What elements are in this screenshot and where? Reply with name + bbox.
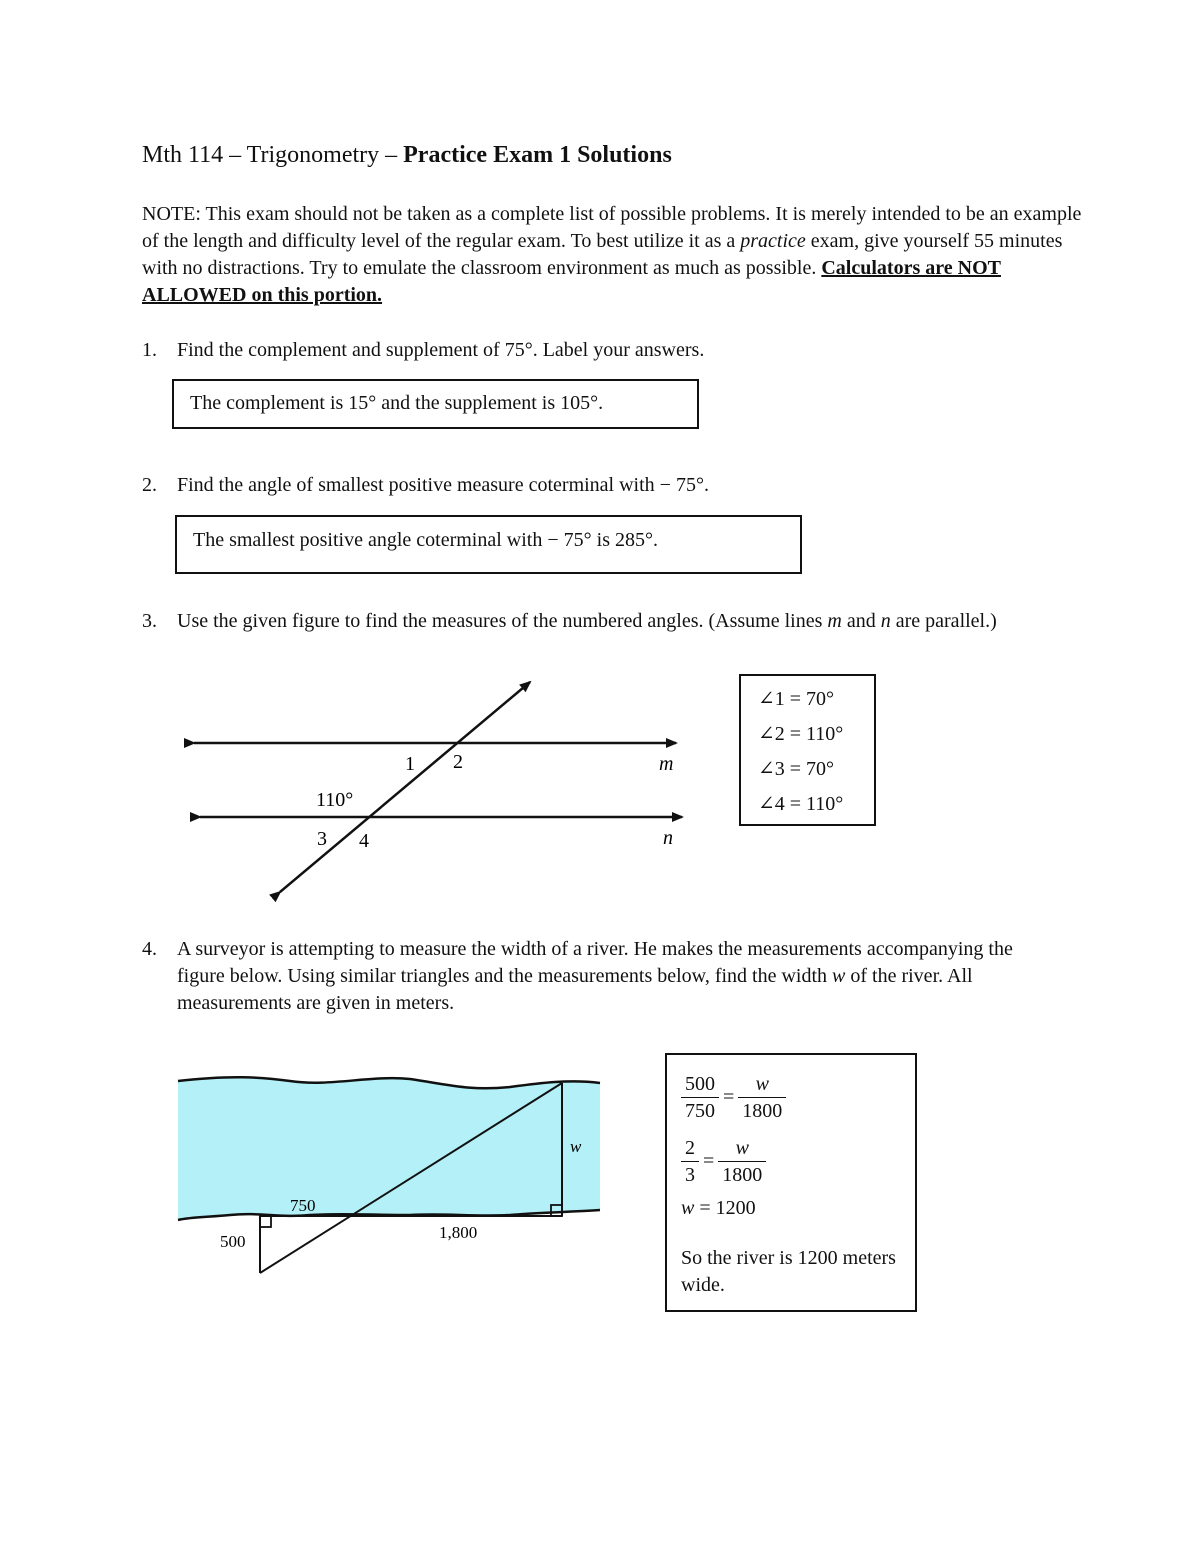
note-paragraph [142, 201, 1082, 309]
result-variable: w [681, 1197, 695, 1219]
note-text-a: NOTE: This exam should not be taken as a complete list of possible problems. It is merely intended to be an example of the length and difficulty level of the regular exam. To best utilize it as a [142, 203, 1082, 252]
q3-line-n: n [880, 610, 891, 632]
q2-number: 2. [142, 474, 157, 496]
q4-proportion-2 [681, 1129, 915, 1193]
q1-answer: The complement is 15° and the supplement is 105°. [190, 392, 604, 414]
right-angle-marker-left [260, 1216, 271, 1227]
fraction-denominator: 750 [685, 1099, 715, 1122]
q3-answer-angle-4: ∠4 = 110° [758, 793, 844, 815]
note-italic: practice [740, 230, 806, 252]
fraction-500-750 [681, 1071, 719, 1124]
fraction-denominator: 3 [685, 1163, 695, 1186]
q4-answer-box [665, 1053, 917, 1312]
q4-river-figure [170, 1065, 610, 1280]
angle-label-1: 1 [405, 753, 415, 775]
question-3 [142, 608, 1082, 668]
result-value: = 1200 [694, 1197, 756, 1219]
label-w: w [570, 1137, 582, 1156]
q1-number: 1. [142, 339, 157, 361]
q4-text-b: of the river. All measurements are given in meters. [177, 965, 973, 1014]
q4-number: 4. [142, 938, 157, 960]
equals-sign: = [723, 1085, 735, 1108]
q2-text: Find the angle of smallest positive measure coterminal with − 75°. [177, 474, 709, 496]
q4-text [177, 936, 1057, 1017]
q1-answer-box [172, 379, 699, 429]
fraction-denominator: 1800 [742, 1099, 783, 1122]
q3-text-a: Use the given figure to find the measures of the numbered angles. (Assume lines [177, 610, 828, 632]
question-1 [142, 337, 1082, 367]
given-angle-label: 110° [316, 789, 354, 811]
q4-result [681, 1193, 915, 1223]
note-calculator-warning: Calculators are NOT ALLOWED on this portion. [142, 257, 1001, 306]
equals-sign: = [703, 1149, 715, 1172]
fraction-numerator: 500 [681, 1071, 719, 1098]
q3-number: 3. [142, 610, 157, 632]
q3-text-c: are parallel.) [890, 610, 997, 632]
q4-proportion-1 [681, 1065, 915, 1129]
q4-conclusion: So the river is 1200 meters wide. [681, 1247, 896, 1296]
angle-label-2: 2 [453, 751, 463, 773]
label-n: n [663, 827, 673, 849]
label-m: m [659, 753, 674, 775]
label-1800: 1,800 [439, 1223, 478, 1242]
q2-answer-box [175, 515, 802, 574]
angle-label-4: 4 [359, 830, 369, 852]
fraction-2-3 [681, 1135, 699, 1188]
q3-text-b: and [841, 610, 881, 632]
question-4 [142, 936, 1082, 1026]
fraction-numerator: w [718, 1135, 766, 1162]
fraction-numerator: w [738, 1071, 786, 1098]
q3-line-m: m [827, 610, 842, 632]
q3-text [177, 608, 1077, 635]
title-exam: Practice Exam 1 Solutions [403, 142, 672, 168]
label-750: 750 [290, 1196, 316, 1215]
note-text-b: exam, give yourself 55 minutes with no distractions. Try to emulate the classroom environment as much as possible. [142, 230, 1063, 279]
q3-answer-angle-3: ∠3 = 70° [758, 758, 835, 780]
angle-label-3: 3 [317, 828, 327, 850]
q3-answer-box [739, 674, 876, 826]
q3-answer-angle-2: ∠2 = 110° [758, 723, 844, 745]
label-500: 500 [220, 1232, 246, 1251]
transversal-line [280, 682, 530, 892]
title-course: Mth 114 – Trigonometry – [142, 142, 404, 168]
page-title [142, 142, 672, 169]
q4-text-a: A surveyor is attempting to measure the width of a river. He makes the measurements accompanying the figure below. Using similar triangles and the measurements below, find the width [177, 938, 1013, 987]
fraction-w-1800 [718, 1135, 766, 1188]
fraction-numerator: 2 [681, 1135, 699, 1162]
fraction-denominator: 1800 [722, 1163, 763, 1186]
question-2 [142, 472, 1082, 502]
q2-answer: The smallest positive angle coterminal with − 75° is 285°. [193, 529, 658, 551]
q3-answer-angle-1: ∠1 = 70° [758, 688, 835, 710]
q1-text: Find the complement and supplement of 75°. Label your answers. [177, 339, 705, 361]
fraction-w-1800 [738, 1071, 786, 1124]
q4-w: w [832, 965, 846, 987]
q3-parallel-lines-figure [180, 670, 700, 910]
